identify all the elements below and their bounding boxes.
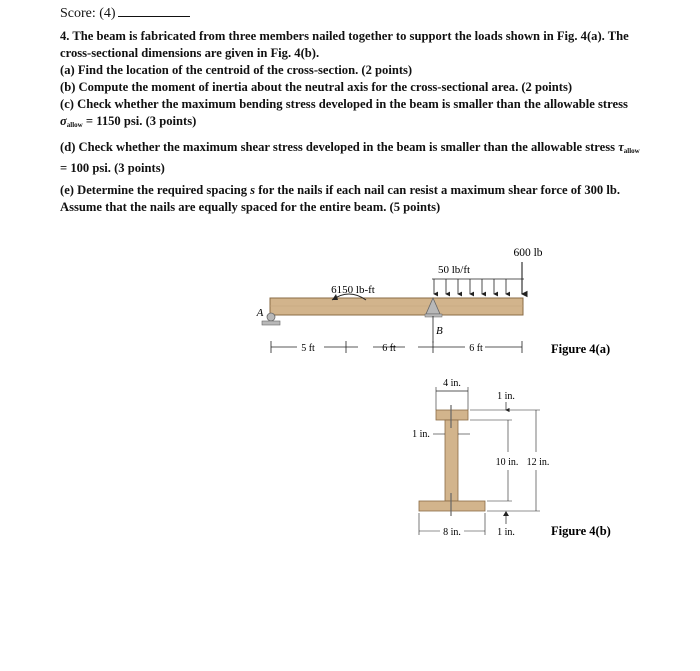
figure-4b-caption: Figure 4(b) (551, 524, 611, 538)
top-flange-width-label: 4 in. (443, 378, 461, 389)
support-b-base (425, 314, 442, 317)
part-e-text: (e) Determine the required spacing (60, 183, 251, 197)
figure-4a-caption: Figure 4(a) (551, 342, 611, 356)
moment-label: 6150 lb-ft (331, 284, 375, 296)
tau-symbol: τ (618, 140, 624, 154)
part-a: (a) Find the location of the centroid of the cross-section. (2 points) (60, 63, 413, 77)
point-load-label: 600 lb (513, 247, 543, 259)
part-d-text: (d) Check whether the maximum shear stress developed in the beam is smaller than the allowable stress (60, 140, 619, 154)
part-e-rest: for the nails if each nail can resist a maximum shear force of 300 lb. Assume that the nails are equally spaced for the entire beam. (5 points) (60, 183, 621, 214)
problem-intro-text: The beam is fabricated from three members nailed together to support the loads shown in Fig. 4(a). The cross-sectional dimensions are given in Fig. 4(b). (60, 29, 629, 60)
bottom-flange-thickness-arrowhead (503, 511, 509, 516)
part-d-value: = 100 psi. (3 points) (60, 161, 165, 175)
sigma-subscript: allow (66, 121, 83, 129)
tau-subscript: allow (623, 147, 640, 155)
bottom-flange-width-label: 8 in. (443, 527, 461, 538)
web-thickness-label: 1 in. (412, 429, 430, 440)
figure-4b (412, 378, 611, 538)
part-c-value: = 1150 psi. (3 points) (82, 114, 197, 128)
figure-4a (256, 247, 611, 356)
total-height-label: 12 in. (526, 457, 550, 468)
problem-number: 4. (60, 29, 70, 43)
part-b: (b) Compute the moment of inertia about the neutral axis for the cross-sectional area. (2 points) (60, 80, 573, 94)
web-height-label: 10 in. (495, 457, 519, 468)
support-a-label: A (256, 307, 264, 319)
spacing-symbol: s (250, 183, 256, 197)
dist-load-arrows (434, 279, 506, 294)
support-a-pin (267, 313, 275, 321)
top-flange-thickness-label: 1 in. (497, 391, 515, 402)
beam (270, 298, 523, 315)
dim-1-label: 5 ft (301, 343, 315, 354)
sigma-symbol: σ (60, 114, 67, 128)
score-label: Score: (4) (60, 6, 116, 21)
bottom-flange (419, 501, 485, 511)
bottom-flange-thickness-label: 1 in. (497, 527, 515, 538)
dim-2-label: 6 ft (382, 343, 396, 354)
web (445, 420, 458, 501)
support-a-base (262, 321, 280, 325)
dist-load-label: 50 lb/ft (437, 264, 471, 276)
top-flange (436, 410, 468, 420)
support-b-label: B (436, 325, 443, 337)
dim-3-label: 6 ft (469, 343, 483, 354)
part-c-text: (c) Check whether the maximum bending stress developed in the beam is smaller than the allowable stress (60, 97, 628, 111)
